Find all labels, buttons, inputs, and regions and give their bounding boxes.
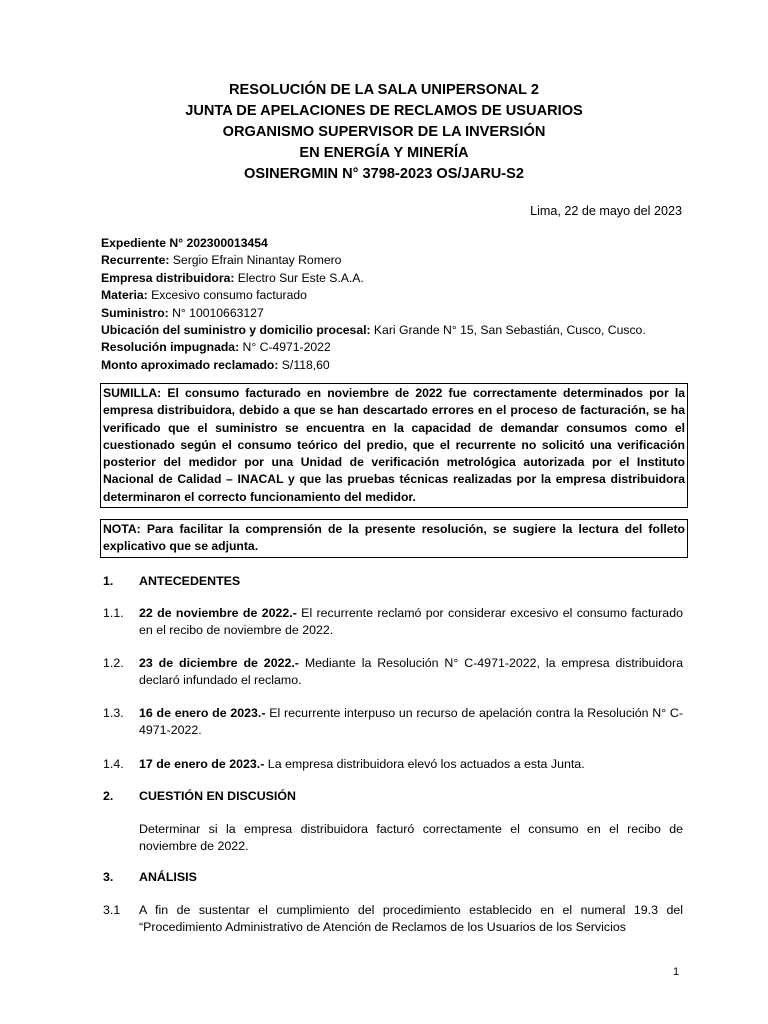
section-1-1 <box>103 605 683 640</box>
section-2-body <box>103 821 683 856</box>
header-line-5: OSINERGMIN N° 3798-2023 OS/JARU-S2 <box>244 166 524 182</box>
section-2-heading <box>103 788 683 805</box>
materia-value: Excesivo consumo facturado <box>147 288 307 303</box>
section-1-2-text: Mediante la Resolución N° C-4971-2022, la empresa distribuidora declaró infundado el reclamo. <box>139 656 683 688</box>
section-1-3-body <box>139 705 683 740</box>
empresa-label: Empresa distribuidora: <box>101 270 235 285</box>
section-1-3-date: 16 de enero de 2023.- <box>139 706 266 720</box>
header-line-2: JUNTA DE APELACIONES DE RECLAMOS DE USUARIOS <box>185 103 583 119</box>
section-1-number: 1. <box>103 574 114 588</box>
monto-value: S/118,60 <box>278 357 330 372</box>
section-1-3-number: 1.3. <box>103 706 124 720</box>
ubicacion-label: Ubicación del suministro y domicilio procesal: <box>101 323 371 338</box>
section-1-1-text: El recurrente reclamó por considerar excesivo el consumo facturado en el recibo de noviembre de 2022. <box>139 606 683 638</box>
expediente-text: Expediente N° 202300013454 <box>101 236 268 250</box>
suministro-label: Suministro: <box>101 305 169 320</box>
meta-expediente <box>101 235 691 252</box>
section-1-1-date: 22 de noviembre de 2022.- <box>139 606 297 620</box>
recurrente-value: Sergio Efrain Ninantay Romero <box>169 253 342 268</box>
section-3-1-number: 3.1 <box>103 903 121 917</box>
section-1-2-number: 1.2. <box>103 656 124 670</box>
resolucion-label: Resolución impugnada: <box>101 340 240 355</box>
section-1-1-number: 1.1. <box>103 606 124 620</box>
header-line-4: EN ENERGÍA Y MINERÍA <box>299 145 469 161</box>
recurrente-label: Recurrente: <box>101 253 170 268</box>
section-3-1-text: A fin de sustentar el cumplimiento del procedimiento establecido en el numeral 19.3 del “Procedimiento Administrativo de Atención de Reclamos de los Usuarios de los Servicios <box>139 903 683 935</box>
section-1-4-number: 1.4. <box>103 757 124 771</box>
meta-recurrente <box>101 252 691 269</box>
section-2-number: 2. <box>103 789 114 803</box>
section-1-3-text: El recurrente interpuso un recurso de apelación contra la Resolución N° C-4971-2022. <box>139 706 683 738</box>
empresa-value: Electro Sur Este S.A.A. <box>234 270 364 285</box>
meta-ubicacion <box>101 322 691 339</box>
nota-box: NOTA: Para facilitar la comprensión de la presente resolución, se sugiere la lectura del folleto explicativo que se adjunta. <box>100 519 688 558</box>
section-2-title: CUESTIÓN EN DISCUSIÓN <box>139 789 296 803</box>
meta-empresa <box>101 270 691 287</box>
section-1-4-date: 17 de enero de 2023.- <box>139 757 265 771</box>
section-1-4-text: La empresa distribuidora elevó los actuados a esta Junta. <box>264 757 585 771</box>
section-1-4 <box>103 756 683 773</box>
resolution-header <box>0 80 768 185</box>
section-1-2-date: 23 de diciembre de 2022.- <box>139 656 299 670</box>
meta-monto <box>101 357 691 374</box>
sumilla-box: SUMILLA: El consumo facturado en noviembre de 2022 fue correctamente determinados por la empresa distribuidora, debido a que se han descartado errores en el proceso de facturación, se ha verificado que el suministro se encuentra en la capacidad de demandar consumos como el cuestionado según el consumo teórico del predio, que el recurrente no solicitó una verificación posterior del medidor por una Unidad de verificación metrológica autorizada por el Instituto Nacional de Calidad – INACAL y que las pruebas técnicas realizadas por la empresa distribuidora determinaron el correcto funcionamiento del medidor. <box>100 383 688 508</box>
meta-resolucion <box>101 339 691 356</box>
header-line-1: RESOLUCIÓN DE LA SALA UNIPERSONAL 2 <box>228 82 539 98</box>
page-number: 1 <box>673 966 680 978</box>
monto-label: Monto aproximado reclamado: <box>101 357 279 372</box>
document-date: Lima, 22 de mayo del 2023 <box>530 204 682 218</box>
section-1-title: ANTECEDENTES <box>139 574 241 588</box>
ubicacion-value: Kari Grande N° 15, San Sebastián, Cusco, Cusco. <box>370 323 646 338</box>
section-3-heading <box>103 869 683 886</box>
section-1-4-body <box>139 756 683 773</box>
section-2-text: Determinar si la empresa distribuidora facturó correctamente el consumo en el recibo de noviembre de 2022. <box>139 822 683 854</box>
section-3-number: 3. <box>103 870 114 884</box>
section-1-heading <box>103 573 683 590</box>
materia-label: Materia: <box>101 288 148 303</box>
section-1-3 <box>103 705 683 740</box>
header-line-3: ORGANISMO SUPERVISOR DE LA INVERSIÓN <box>222 124 546 140</box>
section-1-1-body <box>139 605 683 640</box>
meta-suministro <box>101 305 691 322</box>
resolucion-value: N° C-4971-2022 <box>239 340 331 355</box>
section-1-2-body <box>139 655 683 690</box>
suministro-value: N° 10010663127 <box>168 305 264 320</box>
section-3-1 <box>103 902 683 937</box>
section-3-title: ANÁLISIS <box>139 870 197 884</box>
meta-materia <box>101 287 691 304</box>
case-metadata <box>101 235 691 374</box>
section-1-2 <box>103 655 683 690</box>
